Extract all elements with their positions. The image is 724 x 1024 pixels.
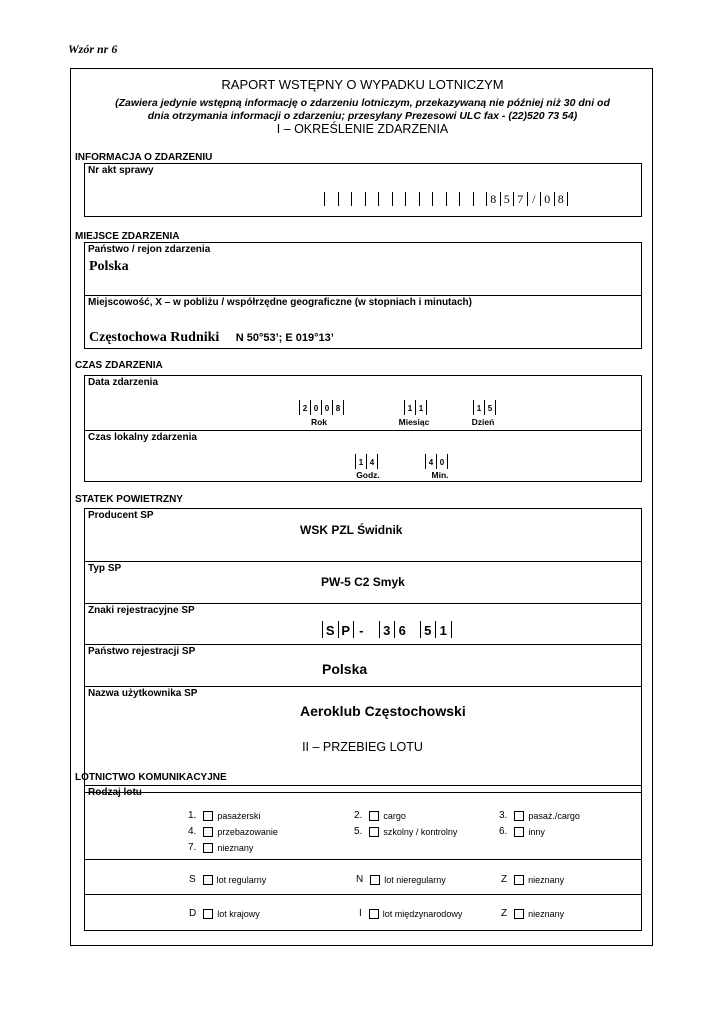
year-cells [299,400,344,415]
case-cell: 8 [486,192,500,206]
location-value: Częstochowa Rudniki [89,330,220,345]
location-label: Miejscowość, X – w pobliżu / współrzędne geograficzne (w stopniach i minutach) [88,297,472,308]
option-schedule-unknown[interactable]: Z nieznany [501,874,565,885]
hour-caption: Godz. [356,470,380,480]
day-digit: 1 [473,400,484,415]
checkbox[interactable] [203,827,213,837]
day-cells [473,400,496,415]
aircraft-section-label: STATEK POWIETRZNY [75,494,183,505]
case-cell [405,192,419,206]
year-digit: 0 [321,400,332,415]
checkbox[interactable] [514,875,524,885]
part-2-heading: II – PRZEBIEG LOTU [302,740,423,754]
commercial-section-label: LOTNICTWO KOMUNIKACYJNE [75,772,227,783]
option-scheduled[interactable]: S lot regularny [189,874,267,885]
case-cell [419,192,433,206]
option-passenger[interactable]: 1. pasażerski [188,810,261,821]
form-subtitle [71,97,654,122]
country-label: Państwo / rejon zdarzenia [88,244,211,255]
registration-country-value: Polska [322,661,368,677]
case-cell [473,192,487,206]
option-training[interactable]: 5. szkolny / kontrolny [354,826,458,837]
time-section-label: CZAS ZDARZENIA [75,360,163,371]
country-value: Polska [89,259,129,274]
year-digit: 2 [299,400,310,415]
hour-digit: 1 [355,454,366,469]
registration-country-label: Państwo rejestracji SP [88,646,196,657]
case-cell [338,192,352,206]
divider [85,603,641,604]
time-box [84,375,642,482]
divider [85,894,641,895]
option-cargo[interactable]: 2. cargo [354,810,406,821]
case-cell [459,192,473,206]
subtitle-line-1: (Zawiera jedynie wstępną informację o zdarzeniu lotniczym, przekazywaną nie później niż 30 dni od [115,97,610,109]
case-cell [365,192,379,206]
date-label: Data zdarzenia [88,377,159,388]
checkbox[interactable] [514,909,524,919]
option-route-unknown[interactable]: Z nieznany [501,908,565,919]
place-section-label: MIEJSCE ZDARZENIA [75,231,180,242]
location-row [89,328,334,346]
divider [85,295,641,296]
case-cell [378,192,392,206]
reg-cell: 3 [379,621,395,638]
coordinates: N 50°53’; E 019°13’ [235,332,334,344]
reg-cell: 6 [394,621,410,638]
option-other[interactable]: 6. inny [499,826,545,837]
day-digit: 5 [484,400,496,415]
divider [85,859,641,860]
case-cell: 5 [500,192,514,206]
type-value: PW-5 C2 Smyk [321,575,405,589]
month-caption: Miesiąc [398,417,430,427]
checkbox[interactable] [370,875,380,885]
hour-digit: 4 [366,454,378,469]
place-box [84,242,642,349]
registration-label: Znaki rejestracyjne SP [88,605,195,616]
reg-cell: - [353,621,369,638]
checkbox[interactable] [369,909,379,919]
option-international[interactable]: I lot międzynarodowy [359,908,463,919]
hour-cells [355,454,378,469]
reg-cell: 5 [420,621,436,638]
option-passenger-cargo[interactable]: 3. pasaż./cargo [499,810,580,821]
checkbox[interactable] [203,875,213,885]
checkbox[interactable] [203,843,213,853]
reg-cell: 1 [435,621,452,638]
minute-cells [425,454,448,469]
divider [85,561,641,562]
case-cell: / [527,192,541,206]
case-cell: 0 [540,192,554,206]
case-number-label: Nr akt sprawy [88,165,154,176]
case-cell: 8 [554,192,569,206]
checkbox[interactable] [203,909,213,919]
case-cell [432,192,446,206]
divider [85,430,641,431]
producer-label: Producent SP [88,510,154,521]
case-cell [392,192,406,206]
flight-type-box [84,785,642,931]
report-form [70,68,653,946]
operator-value: Aeroklub Częstochowski [300,703,466,719]
case-cell: 7 [513,192,527,206]
reg-cell: P [338,621,354,638]
option-unknown[interactable]: 7. nieznany [188,842,254,853]
month-digit: 1 [415,400,427,415]
registration-row [85,605,641,645]
form-number: Wzór nr 6 [68,42,118,56]
case-cell [351,192,365,206]
divider [85,686,641,687]
case-number-box [84,163,642,217]
minute-digit: 0 [436,454,448,469]
option-ferry[interactable]: 4. przebazowanie [188,826,278,837]
minute-digit: 4 [425,454,436,469]
year-caption: Rok [310,417,328,427]
divider [85,644,641,645]
producer-value: WSK PZL Świdnik [300,523,403,537]
flight-type-label: Rodzaj lotu [88,787,142,798]
option-domestic[interactable]: D lot krajowy [189,908,260,919]
minute-caption: Min. [431,470,449,480]
form-title: RAPORT WSTĘPNY O WYPADKU LOTNICZYM [221,77,504,92]
checkbox[interactable] [203,811,213,821]
type-label: Typ SP [88,563,122,574]
case-cell [446,192,460,206]
year-digit: 8 [332,400,344,415]
option-nonscheduled[interactable]: N lot nieregularny [356,874,446,885]
case-number-cells [324,192,568,206]
day-caption: Dzień [471,417,495,427]
checkbox[interactable] [369,811,379,821]
local-time-label: Czas lokalny zdarzenia [88,432,197,443]
checkbox[interactable] [369,827,379,837]
info-section-label: INFORMACJA O ZDARZENIU [75,152,213,163]
subtitle-line-2: dnia otrzymania informacji o zdarzeniu; przesyłany Prezesowi ULC fax - (22)520 73 54) [147,109,578,122]
reg-cell: S [322,621,338,638]
checkbox[interactable] [514,811,524,821]
case-cell [324,192,338,206]
registration-cells [322,621,452,638]
part-1-heading: I – OKREŚLENIE ZDARZENIA [276,122,449,136]
operator-label: Nazwa użytkownika SP [88,688,198,699]
checkbox[interactable] [514,827,524,837]
month-cells [404,400,427,415]
month-digit: 1 [404,400,415,415]
year-digit: 0 [310,400,321,415]
